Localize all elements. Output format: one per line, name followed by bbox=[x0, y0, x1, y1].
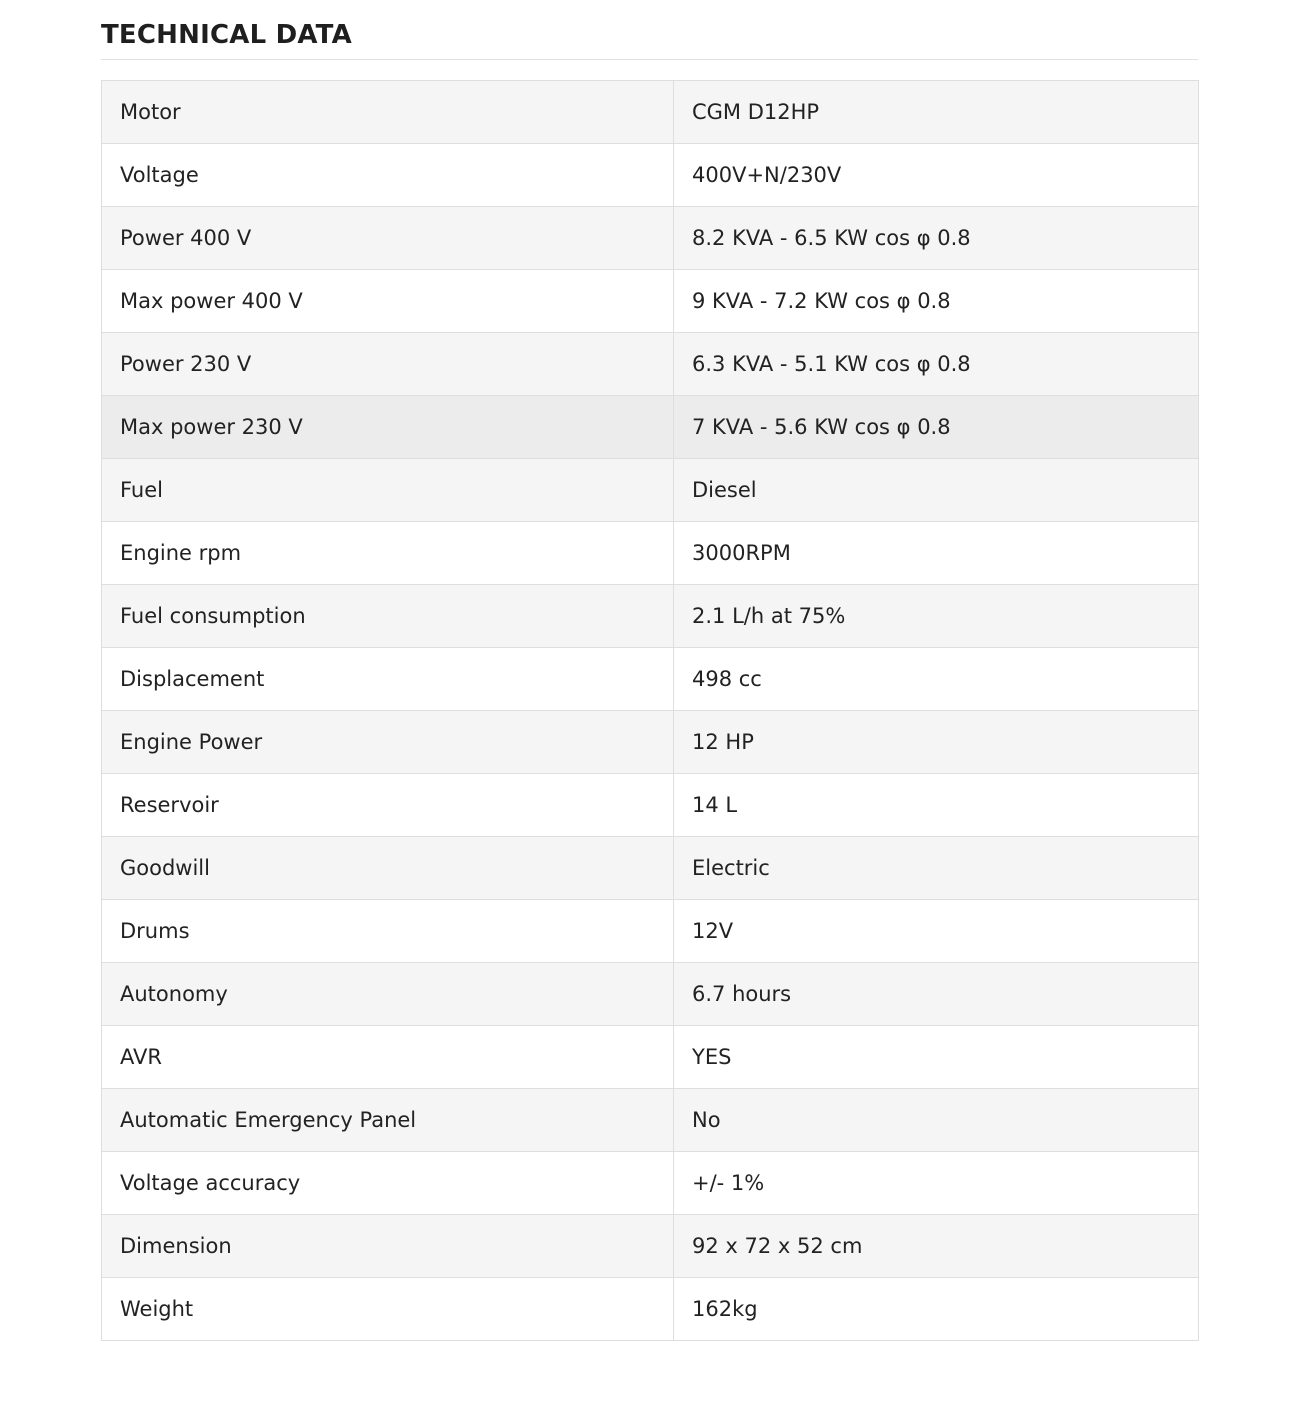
spec-value: YES bbox=[674, 1026, 1199, 1089]
specs-table bbox=[101, 80, 1199, 1341]
spec-value: 400V+N/230V bbox=[674, 144, 1199, 207]
section-title: TECHNICAL DATA bbox=[101, 20, 352, 50]
spec-label: AVR bbox=[102, 1026, 674, 1089]
table-row bbox=[102, 1278, 1199, 1341]
table-row bbox=[102, 459, 1199, 522]
spec-value: 12 HP bbox=[674, 711, 1199, 774]
spec-label: Voltage accuracy bbox=[102, 1152, 674, 1215]
table-row bbox=[102, 333, 1199, 396]
spec-value: 9 KVA - 7.2 KW cos φ 0.8 bbox=[674, 270, 1199, 333]
spec-label: Motor bbox=[102, 81, 674, 144]
spec-label: Automatic Emergency Panel bbox=[102, 1089, 674, 1152]
spec-label: Weight bbox=[102, 1278, 674, 1341]
table-row bbox=[102, 81, 1199, 144]
table-row bbox=[102, 270, 1199, 333]
spec-value: 92 x 72 x 52 cm bbox=[674, 1215, 1199, 1278]
table-row bbox=[102, 837, 1199, 900]
title-divider bbox=[101, 59, 1198, 60]
table-row bbox=[102, 1152, 1199, 1215]
spec-label: Autonomy bbox=[102, 963, 674, 1026]
spec-value: 8.2 KVA - 6.5 KW cos φ 0.8 bbox=[674, 207, 1199, 270]
spec-label: Engine rpm bbox=[102, 522, 674, 585]
spec-label: Drums bbox=[102, 900, 674, 963]
table-row bbox=[102, 1026, 1199, 1089]
spec-label: Power 230 V bbox=[102, 333, 674, 396]
table-row bbox=[102, 774, 1199, 837]
table-row bbox=[102, 711, 1199, 774]
spec-value: No bbox=[674, 1089, 1199, 1152]
spec-value: 498 cc bbox=[674, 648, 1199, 711]
spec-label: Fuel bbox=[102, 459, 674, 522]
spec-label: Fuel consumption bbox=[102, 585, 674, 648]
spec-value: +/- 1% bbox=[674, 1152, 1199, 1215]
spec-value: 14 L bbox=[674, 774, 1199, 837]
specs-table-body bbox=[102, 81, 1199, 1341]
spec-value: Electric bbox=[674, 837, 1199, 900]
spec-label: Voltage bbox=[102, 144, 674, 207]
table-row bbox=[102, 900, 1199, 963]
spec-value: 2.1 L/h at 75% bbox=[674, 585, 1199, 648]
spec-value: 3000RPM bbox=[674, 522, 1199, 585]
spec-label: Displacement bbox=[102, 648, 674, 711]
spec-value: 12V bbox=[674, 900, 1199, 963]
spec-value: 162kg bbox=[674, 1278, 1199, 1341]
table-row bbox=[102, 963, 1199, 1026]
table-row bbox=[102, 396, 1199, 459]
spec-label: Max power 400 V bbox=[102, 270, 674, 333]
spec-label: Power 400 V bbox=[102, 207, 674, 270]
spec-value: 6.7 hours bbox=[674, 963, 1199, 1026]
spec-label: Max power 230 V bbox=[102, 396, 674, 459]
spec-label: Goodwill bbox=[102, 837, 674, 900]
spec-value: 7 KVA - 5.6 KW cos φ 0.8 bbox=[674, 396, 1199, 459]
spec-label: Engine Power bbox=[102, 711, 674, 774]
spec-value: 6.3 KVA - 5.1 KW cos φ 0.8 bbox=[674, 333, 1199, 396]
spec-label: Dimension bbox=[102, 1215, 674, 1278]
table-row bbox=[102, 585, 1199, 648]
spec-value: Diesel bbox=[674, 459, 1199, 522]
table-row bbox=[102, 207, 1199, 270]
table-row bbox=[102, 144, 1199, 207]
table-row bbox=[102, 648, 1199, 711]
spec-value: CGM D12HP bbox=[674, 81, 1199, 144]
table-row bbox=[102, 1215, 1199, 1278]
spec-label: Reservoir bbox=[102, 774, 674, 837]
table-row bbox=[102, 1089, 1199, 1152]
technical-data-section bbox=[101, 0, 1198, 1341]
table-row bbox=[102, 522, 1199, 585]
